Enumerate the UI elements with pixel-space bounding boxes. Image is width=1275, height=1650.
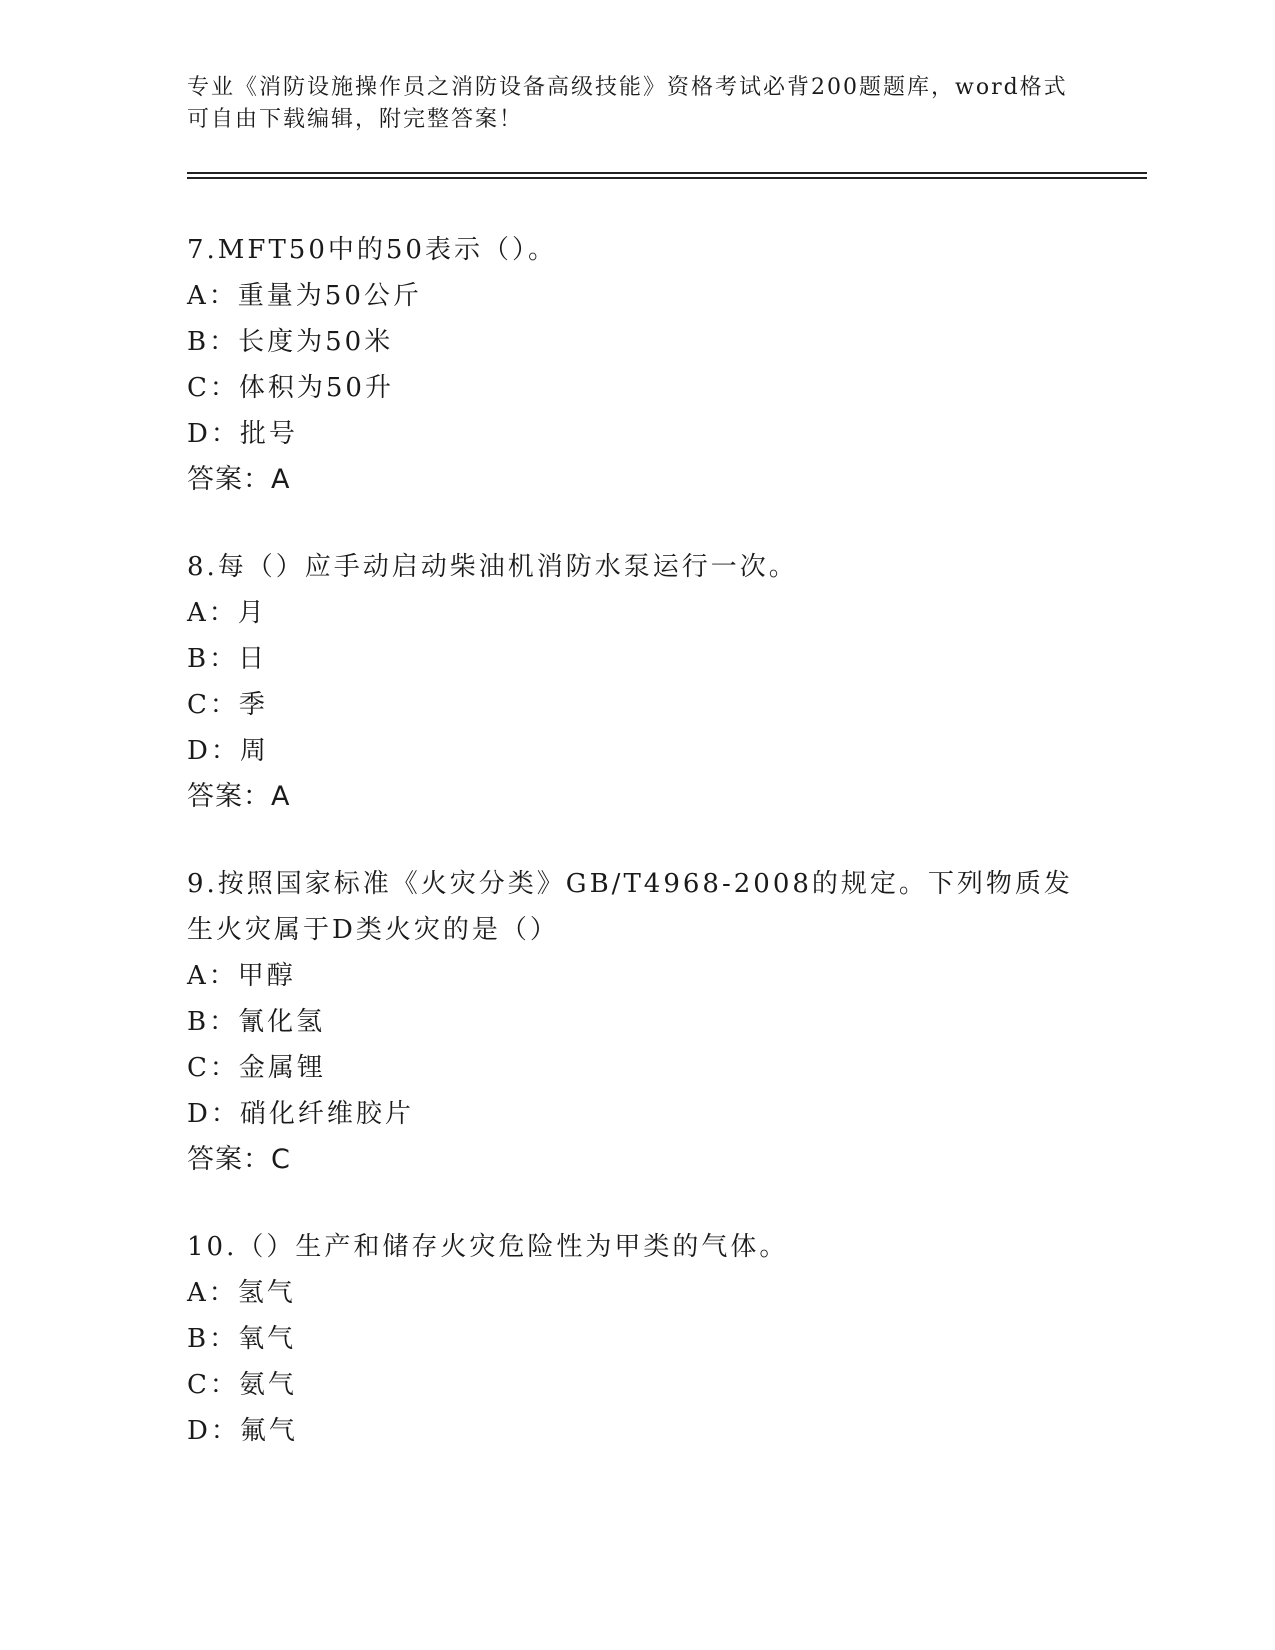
answer-line: 答案：A	[187, 781, 291, 812]
question-10	[187, 1224, 1147, 1454]
option-d: D：周	[187, 736, 269, 766]
question-8	[187, 544, 1147, 820]
question-title: 9.按照国家标准《火灾分类》GB/T4968-2008的规定。下列物质发生火灾属于D类火灾的是（）	[187, 869, 1073, 945]
option-c: C：季	[187, 690, 268, 720]
question-7	[187, 227, 1147, 503]
document-page	[187, 72, 1147, 1495]
option-b: B：日	[187, 644, 268, 674]
divider-line-bottom	[187, 177, 1147, 179]
option-a: A：甲醇	[187, 961, 296, 991]
option-a: A：氢气	[187, 1278, 296, 1308]
option-c: C：氨气	[187, 1370, 297, 1400]
answer-line: 答案：C	[187, 1144, 291, 1175]
option-d: D：氟气	[187, 1416, 298, 1446]
question-title: 8.每（）应手动启动柴油机消防水泵运行一次。	[187, 552, 798, 582]
question-title: 10.（）生产和储存火灾危险性为甲类的气体。	[187, 1232, 789, 1262]
option-a: A：月	[187, 598, 267, 628]
document-header: 专业《消防设施操作员之消防设备高级技能》资格考试必背200题题库，word格式可自由下载编辑，附完整答案！	[187, 75, 1068, 132]
option-d: D：硝化纤维胶片	[187, 1099, 414, 1129]
question-title: 7.MFT50中的50表示（）。	[187, 235, 557, 265]
divider-line-top	[187, 172, 1147, 174]
option-a: A：重量为50公斤	[187, 281, 422, 311]
option-b: B：氰化氢	[187, 1007, 326, 1037]
question-9	[187, 861, 1147, 1183]
header-divider	[187, 172, 1147, 179]
option-c: C：体积为50升	[187, 373, 394, 403]
question-list	[187, 227, 1147, 1454]
option-b: B：长度为50米	[187, 327, 394, 357]
answer-line: 答案：A	[187, 464, 291, 495]
option-c: C：金属锂	[187, 1053, 326, 1083]
option-d: D：批号	[187, 419, 298, 449]
option-b: B：氧气	[187, 1324, 297, 1354]
